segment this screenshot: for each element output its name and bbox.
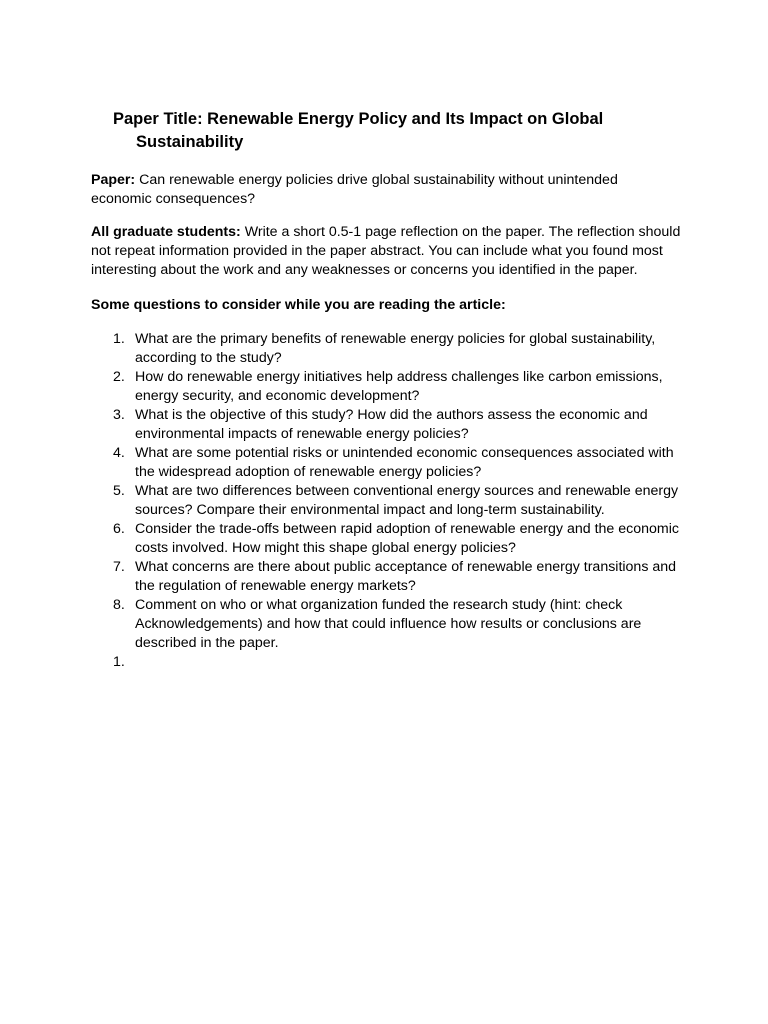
list-item (91, 330, 681, 368)
list-item-text: Comment on who or what organization funded the research study (hint: check Acknowledgements) and how that could influence how results or conclusions are described in the paper. (135, 597, 642, 651)
paper-title: Paper Title: Renewable Energy Policy and Its Impact on Global Sustainability (113, 110, 604, 151)
list-item (91, 406, 681, 444)
list-item-text: What are some potential risks or unintended economic consequences associated with the widespread adoption of renewable energy policies? (135, 445, 674, 480)
list-item-number: 4. (113, 445, 125, 461)
list-item-number: 3. (113, 407, 125, 423)
grad-text: Write a short 0.5-1 page reflection on the paper. The reflection should not repeat information provided in the paper abstract. You can include what you found most interesting about the work and any weaknesses or concerns you identified in the paper. (91, 224, 681, 278)
list-item-number: 2. (113, 369, 125, 385)
paper-label: Paper: (91, 172, 136, 188)
list-item-number: 1. (113, 331, 125, 347)
list-item-text: What is the objective of this study? How did the authors assess the economic and environmental impacts of renewable energy policies? (135, 407, 648, 442)
paper-question (91, 171, 681, 209)
list-item[interactable] (91, 653, 681, 672)
list-item (91, 558, 681, 596)
grad-instructions (91, 223, 681, 280)
grad-label: All graduate students: (91, 224, 241, 240)
list-item (91, 482, 681, 520)
list-item-number: 7. (113, 559, 125, 575)
list-item (91, 368, 681, 406)
list-item-number: 6. (113, 521, 125, 537)
list-item-text: What are the primary benefits of renewable energy policies for global sustainability, according to the study? (135, 331, 656, 366)
list-item-number: 8. (113, 597, 125, 613)
questions-list (91, 330, 681, 672)
list-item (91, 596, 681, 653)
list-item-number: 5. (113, 483, 125, 499)
list-item (91, 520, 681, 558)
list-item-text: Consider the trade-offs between rapid adoption of renewable energy and the economic costs involved. How might this shape global energy policies? (135, 521, 679, 556)
list-item-text: What are two differences between conventional energy sources and renewable energy sources? Compare their environmental impact and long-term sustainability. (135, 483, 679, 518)
paper-text: Can renewable energy policies drive global sustainability without unintended economic consequences? (91, 172, 618, 207)
list-item (91, 444, 681, 482)
list-item-text: What concerns are there about public acceptance of renewable energy transitions and the regulation of renewable energy markets? (135, 559, 677, 594)
list-item-text: How do renewable energy initiatives help address challenges like carbon emissions, energy security, and economic development? (135, 369, 663, 404)
list-item-number: 1. (113, 654, 125, 670)
questions-heading: Some questions to consider while you are reading the article: (91, 297, 506, 313)
